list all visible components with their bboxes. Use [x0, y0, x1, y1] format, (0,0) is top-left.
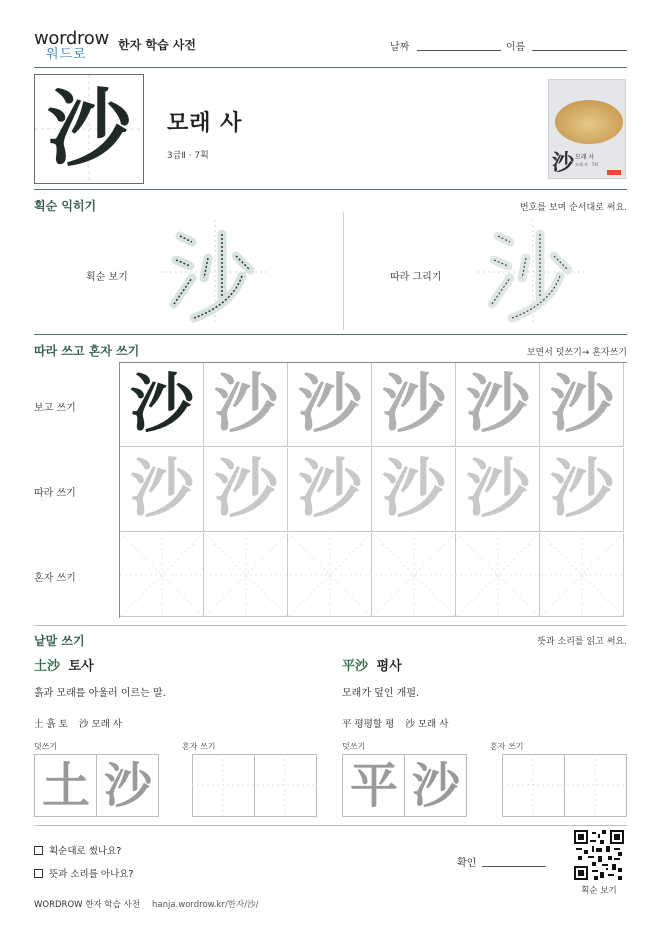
- section-rule-3: [34, 625, 627, 626]
- word-2-trace-box[interactable]: 平: [342, 754, 405, 817]
- row-label-trace: 따라 쓰기: [34, 488, 76, 499]
- practice-cell[interactable]: [372, 448, 456, 532]
- stroke-section-note: 번호를 보며 순서대로 써요.: [519, 203, 627, 213]
- practice-section-note: 보면서 덧쓰기→ 혼자쓰기: [526, 348, 627, 358]
- practice-grid: [119, 362, 627, 618]
- practice-cell[interactable]: [288, 363, 372, 447]
- practice-char: 沙: [298, 367, 362, 442]
- word-1-trace-label: 덧쓰기: [34, 742, 58, 751]
- practice-char: 沙: [298, 452, 362, 527]
- date-label: 날짜: [390, 42, 410, 53]
- practice-char: 沙: [214, 367, 278, 442]
- stroke-trace-diagram[interactable]: [478, 220, 588, 325]
- word-1-free-label: 혼자 쓰기: [182, 742, 216, 751]
- checklist-item-1[interactable]: 획순대로 썼나요?: [34, 843, 121, 857]
- practice-char: 沙: [550, 452, 614, 527]
- logo-wordmark: wordrow: [34, 28, 109, 49]
- word-1-reading: 토사: [68, 659, 94, 674]
- practice-cell[interactable]: [372, 363, 456, 447]
- qr-code[interactable]: [574, 830, 624, 880]
- word-2-free-box[interactable]: [564, 754, 627, 817]
- header-rule: [34, 67, 627, 68]
- character-title: 모래 사: [167, 111, 243, 136]
- main-character: 沙: [46, 79, 131, 178]
- stroke-order-diagram: [160, 220, 270, 325]
- practice-char: 沙: [550, 367, 614, 442]
- word-2-free-box[interactable]: [502, 754, 565, 817]
- checkbox[interactable]: [34, 869, 43, 878]
- practice-cell[interactable]: [540, 363, 624, 447]
- word-1-free-box[interactable]: [254, 754, 317, 817]
- section-rule-2: [34, 334, 627, 335]
- section-rule-4: [34, 825, 627, 826]
- practice-char: 沙: [382, 452, 446, 527]
- practice-cell[interactable]: [120, 448, 204, 532]
- practice-cell-empty[interactable]: [456, 533, 540, 617]
- word-1-hanja: 土沙: [34, 659, 61, 674]
- word-1-parts: 土 흙 토 沙 모래 사: [34, 719, 123, 730]
- practice-cell-empty[interactable]: [372, 533, 456, 617]
- practice-cell[interactable]: [204, 363, 288, 447]
- name-field-line[interactable]: [532, 50, 627, 51]
- practice-char: 沙: [214, 452, 278, 527]
- stroke-divider: [343, 212, 344, 330]
- section-rule: [34, 189, 627, 190]
- word-1-heading: [34, 655, 94, 674]
- words-section-note: 뜻과 소리를 읽고 써요.: [537, 637, 627, 647]
- checklist-item-2[interactable]: 뜻과 소리를 아나요?: [34, 866, 134, 880]
- main-character-box: [34, 74, 144, 184]
- word-1-trace-box[interactable]: 沙: [96, 754, 159, 817]
- practice-cell[interactable]: [288, 448, 372, 532]
- word-2-trace-label: 덧쓰기: [342, 742, 366, 751]
- checkbox[interactable]: [34, 846, 43, 855]
- practice-section-title: 따라 쓰고 혼자 쓰기: [34, 344, 140, 358]
- words-section-title: 낱말 쓰기: [34, 634, 85, 648]
- word-2-parts: 平 평평할 평 沙 모래 사: [342, 719, 449, 730]
- stroke-trace-label: 따라 그리기: [390, 272, 442, 283]
- thumb-sub: 모래 사 · 7획: [575, 162, 599, 167]
- word-1-trace-box[interactable]: 土: [34, 754, 97, 817]
- confirm-label: 확인: [457, 858, 477, 869]
- practice-char: 沙: [382, 367, 446, 442]
- practice-cell-empty[interactable]: [204, 533, 288, 617]
- practice-char: 沙: [466, 452, 530, 527]
- sand-illustration: [548, 79, 626, 179]
- word-2-heading: [342, 655, 402, 674]
- row-label-free: 혼자 쓰기: [34, 573, 76, 584]
- word-2-reading: 평사: [376, 659, 402, 674]
- practice-cell[interactable]: [120, 363, 204, 447]
- name-label: 이름: [506, 42, 526, 53]
- logo-korean: 워드로: [46, 47, 87, 62]
- word-2-hanja: 平沙: [342, 659, 369, 674]
- practice-cell[interactable]: [540, 448, 624, 532]
- practice-cell[interactable]: [204, 448, 288, 532]
- word-1-free-box[interactable]: [192, 754, 255, 817]
- practice-cell-empty[interactable]: [540, 533, 624, 617]
- wordrow-logo: [34, 30, 114, 64]
- practice-char: 沙: [466, 367, 530, 442]
- practice-char: 沙: [130, 452, 194, 527]
- character-meta: 3급Ⅱ · 7획: [167, 151, 209, 161]
- word-1-desc: 흙과 모래를 아울러 이르는 말.: [34, 688, 166, 699]
- date-field-line[interactable]: [417, 50, 501, 51]
- confirm-line[interactable]: [482, 866, 546, 867]
- qr-label: 획순 보기: [581, 886, 617, 896]
- practice-cell-empty[interactable]: [120, 533, 204, 617]
- stroke-view-label: 획순 보기: [86, 272, 128, 283]
- thumb-character: 沙: [552, 150, 575, 176]
- practice-cell-empty[interactable]: [288, 533, 372, 617]
- stroke-section-title: 획순 익히기: [34, 199, 97, 213]
- practice-char: 沙: [130, 367, 194, 442]
- practice-cell[interactable]: [456, 363, 540, 447]
- row-label-view: 보고 쓰기: [34, 403, 76, 414]
- word-2-free-label: 혼자 쓰기: [490, 742, 524, 751]
- header-title: 한자 학습 사전: [118, 38, 196, 52]
- footer-brand: WORDROW 한자 학습 사전: [34, 900, 140, 910]
- word-2-desc: 모래가 덮인 개펄.: [342, 688, 420, 699]
- footer-url[interactable]: hanja.wordrow.kr/한자/沙/: [152, 900, 259, 910]
- word-2-trace-box[interactable]: 沙: [404, 754, 467, 817]
- practice-cell[interactable]: [456, 448, 540, 532]
- thumb-label: 모래 사: [575, 154, 595, 161]
